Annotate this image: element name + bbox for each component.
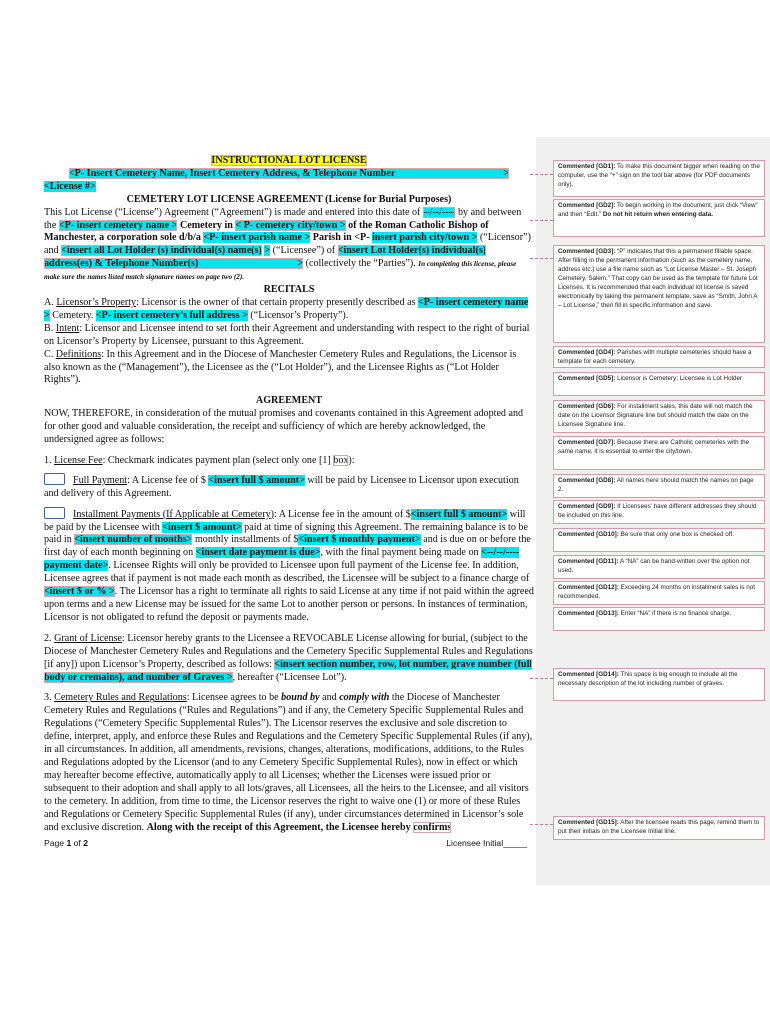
comment-gd13[interactable]: Commented [GD13]: Enter “NA” if there is no finance charge. — [553, 607, 765, 631]
doc-title-line — [44, 155, 534, 168]
cemetery-address-field[interactable]: <P- insert cemetery’s full address > — [95, 309, 248, 321]
comment-gd11[interactable]: Commented [GD11]: A “NA” can be hand-written over the option not used. — [553, 555, 765, 579]
comment-gd12[interactable]: Commented [GD12]: Exceeding 24 months on installment sales is not recommended. — [553, 581, 765, 605]
date-field[interactable]: --/--/---- — [422, 206, 456, 218]
agreement-title: CEMETERY LOT LICENSE AGREEMENT (License for Burial Purposes) — [126, 193, 452, 205]
parish-city-field[interactable]: insert parish city/town > — [372, 232, 478, 244]
comment-gd8[interactable]: Commented [GD8]: All names here should match the names on page 2. — [553, 474, 765, 498]
installment-checkbox[interactable] — [44, 507, 65, 519]
recitals-heading: RECITALS — [263, 284, 315, 296]
comment-gd15[interactable]: Commented [GD15]: After the licensee reads this page, remind them to put their initials on the Licensee Initial line. — [553, 816, 765, 840]
final-payment-field[interactable]: <--/--/---- payment date> — [44, 547, 520, 572]
confirms-word: confirms — [413, 821, 452, 833]
agreement-heading: AGREEMENT — [255, 395, 323, 407]
lot-holders-end: > — [264, 245, 271, 257]
section-3: 3. Cemetery Rules and Regulations: Licensee agrees to be bound by and comply with the Diocese of Manchester Cemetery Rules and Regulations (“Rules and Regulations”) and if any, the Cemetery Specific Supplemental Rules and Regulations (“Cemetery Specific Supplemental Rules”). The Licensor reserves the exclusive and sole discretion to define, interpret, apply, and enforce these Rules and Regulations and the Cemetery Specific Supplemental Rules (if any), in all circumstances. In addition, all amendments, revisions, changes, alterations, modifications, additions, to the Rules and Regulations adopted by the Licensor (and to any Cemetery Specific Supplemental Rules), now in effect or which may hereafter become effective, automatically apply to all Licenses; whether the Licenses were issued prior or subsequent to their adoption and shall apply to all lots/graves, all Licensees, all the heirs to the Licensee, and all visitors to the cemetery. In addition, from time to time, the Licensor reserves the right to waive one (1) or more of these Rules and Regulations or Cemetery Specific Supplemental Rules (if any), under circumstances determined in Licensor’s sole and exclusive discretion. Along with the receipt of this Agreement, the Licensee hereby confirms — [44, 692, 533, 833]
comment-gd6[interactable]: Commented [GD6]: For installment sales, this date will not match the date on the Licensor Signature line but should match the date on the Licensee Signature line. — [553, 400, 765, 433]
comment-connector — [530, 258, 553, 259]
comment-gd1[interactable]: Commented [GD1]: To make this document bigger when reading on the computer, use the “+” sign on the tool bar above (for PDF documents only). — [553, 160, 765, 197]
comment-gd7[interactable]: Commented [GD7]: Because there are Catholic cemeteries with the same name, it is essential to enter the city/town. — [553, 436, 765, 470]
cemetery-header-line — [44, 168, 534, 181]
full-payment-checkbox[interactable] — [44, 473, 65, 485]
comment-gd14[interactable]: Commented [GD14]: This space is big enough to include all the necessary description of the lot including number of graves. — [553, 668, 765, 701]
page-number: Page 1 of 2 — [44, 838, 88, 848]
address-field[interactable]: <insert Lot Holder(s) individual(s) address(es) & Telephone Number(s) > — [44, 245, 487, 270]
down-payment-field[interactable]: <insert $ amount> — [162, 521, 242, 533]
comment-gd10[interactable]: Commented [GD10]: Be sure that only one box is checked off. — [553, 528, 765, 552]
signature-note: In completing this license, please make sure the names listed match signature names on page two (2). — [44, 260, 517, 282]
doc-title: INSTRUCTIONAL LOT LICENSE — [211, 155, 367, 166]
recital-a: A. Licensor’s Property: Licensor is the owner of that certain property presently described as <P- insert cemetery name > Cemetery. <P- insert cemetery’s full address > (“Licensor’s Property”). — [44, 296, 529, 321]
parish-name-field[interactable]: <P- insert parish name > — [203, 232, 311, 244]
full-payment-option: Full Payment: A License fee of $ <insert full $ amount> will be paid by Licensee to Licensor upon execution and delivery of this Agreement. — [44, 474, 519, 499]
comment-gd5[interactable]: Commented [GD5]: Licensor is Cemetery; Licensee is Lot Holder — [553, 372, 765, 396]
comment-connector — [530, 220, 553, 221]
lot-description-field[interactable]: <insert section number, row, lot number, grave number (full body or cremains), and number of Graves > — [44, 658, 533, 683]
box-word: box — [333, 454, 349, 466]
license-number-line — [44, 181, 534, 194]
document-page — [44, 155, 534, 834]
comment-connector — [530, 678, 553, 679]
comment-gd2[interactable]: Commented [GD2]: To begin working in the document, just click “View” and then “Edit.” Do not hit return when entering data. — [553, 199, 765, 237]
comment-gd3[interactable]: Commented [GD3]: “P” indicates that this a permanent fillable space. After filling in the permanent information (such as the cemetery name, address etc.) use a file name such as “Lot License Master – St. Joseph Cemetery, Salem.” That copy can be used as the template for future Lot Licenses. It is recommended that each individual lot license is saved electronically by taking the permanent template, save as “Smith, John A – Lot License,” then fill in specific information and save. — [553, 245, 765, 343]
due-date-field[interactable]: <insert date payment is due> — [195, 547, 321, 559]
months-field[interactable]: <insert number of months> — [74, 534, 193, 546]
license-number-field[interactable]: <License #> — [44, 180, 96, 192]
full-amount-field[interactable]: <insert full $ amount> — [208, 474, 305, 486]
finance-charge-field[interactable]: <insert $ or % > — [44, 586, 115, 598]
cemetery-city-field[interactable]: < P- cemetery city/town > — [235, 219, 346, 231]
monthly-payment-field[interactable]: <insert $ monthly payment> — [298, 534, 421, 546]
recital-c: C. Definitions: In this Agreement and in the Diocese of Manchester Cemetery Rules and Regulations, the Licensor is also known as the (“Management”), the Licensee as the (“Lot Holder”), and the Licensee Rights as (“Lot Holder Rights”). — [44, 348, 517, 386]
cemetery-header-field[interactable]: <P- Insert Cemetery Name, Insert Cemetery Address, & Telephone Number > — [68, 167, 510, 179]
recital-cemetery-field[interactable]: <P- insert cemetery name > — [44, 296, 529, 321]
page-footer — [44, 838, 527, 848]
comment-gd9[interactable]: Commented [GD9]: If Licensees’ have different addresses they should be included on this line. — [553, 500, 765, 524]
section-1: 1. License Fee: Checkmark indicates payment plan (select only one [1] box): — [44, 454, 355, 466]
recital-b: B. Intent: Licensor and Licensee intend to set forth their Agreement and understanding with respect to the right of burial on Licensor’s Property by Licensee, pursuant to this Agreement. — [44, 322, 530, 347]
comment-connector — [530, 174, 553, 175]
lot-holders-field[interactable]: <insert all Lot Holder (s) individual(s) name(s) — [61, 245, 262, 257]
cemetery-name-field[interactable]: <P- insert cemetery name > — [58, 219, 178, 231]
comment-gd4[interactable]: Commented [GD4]: Parishes with multiple cemeteries should have a template for each cemetery. — [553, 346, 765, 368]
section-2: 2. Grant of License: Licensor hereby grants to the Licensee a REVOCABLE License allowing for burial, (subject to the Diocese of Manchester Cemetery Rules and Regulations and the Cemetery Specific Supplemental Rules and Regulations [if any]) upon Licensor’s Property, described as follows: <insert section number, row, lot number, grave number (full body or cremains), and number of Graves >, hereafter (“Licensee Lot”). — [44, 632, 533, 683]
now-therefore: NOW, THEREFORE, in consideration of the mutual promises and covenants contained in this Agreement adopted and for other good and valuable consideration, the receipt and sufficiency of which are hereby acknowledged, the undersigned agree as follows: — [44, 408, 524, 446]
installment-option: Installment Payments (If Applicable at Cemetery): A License fee in the amount of $<insert full $ amount> will be paid by the Licensee with <insert $ amount> paid at time of signing this Agreement. The remaining balance is to be paid in <insert number of months> monthly installments of $<insert $ monthly payment> and is due on or before the first day of each month beginning on <insert date payment is due>, with the final payment being made on <--/--/---- payment date>. Licensee Rights will only be provided to Licensee upon full payment of the License fee. In addition, Licensee agrees that if payment is not made each month as described, the Licensee will be subject to a finance charge of <insert $ or % >. The Licensor has a right to terminate all rights to said License at any time if not paid within the agreed upon terms and a new License may be issued for the same Lot to another person or persons. In instances of termination, Licensor is not obligated to refund the deposit or payments made. — [44, 508, 534, 623]
installment-full-field[interactable]: <insert full $ amount> — [410, 508, 508, 520]
comment-connector — [530, 824, 553, 825]
intro-paragraph: This Lot License (“License”) Agreement (“Agreement”) is made and entered into this date of --/--/---- by and between the <P- insert cemetery name > Cemetery in < P- cemetery city/town > of the Roman Catholic Bishop of Manchester, a corporation sole d/b/a <P- insert parish name > Parish in <P- insert parish city/town > (“Licensor”) and <insert all Lot Holder (s) individual(s) name(s) > (“Licensee”) of <insert Lot Holder(s) individual(s) address(es) & Telephone Number(s) > (collectively the “Parties”). In completing this license, please make sure the names listed match signature names on page two (2). — [44, 206, 531, 282]
licensee-initial-line[interactable]: Licensee Initial_____ — [446, 838, 527, 848]
